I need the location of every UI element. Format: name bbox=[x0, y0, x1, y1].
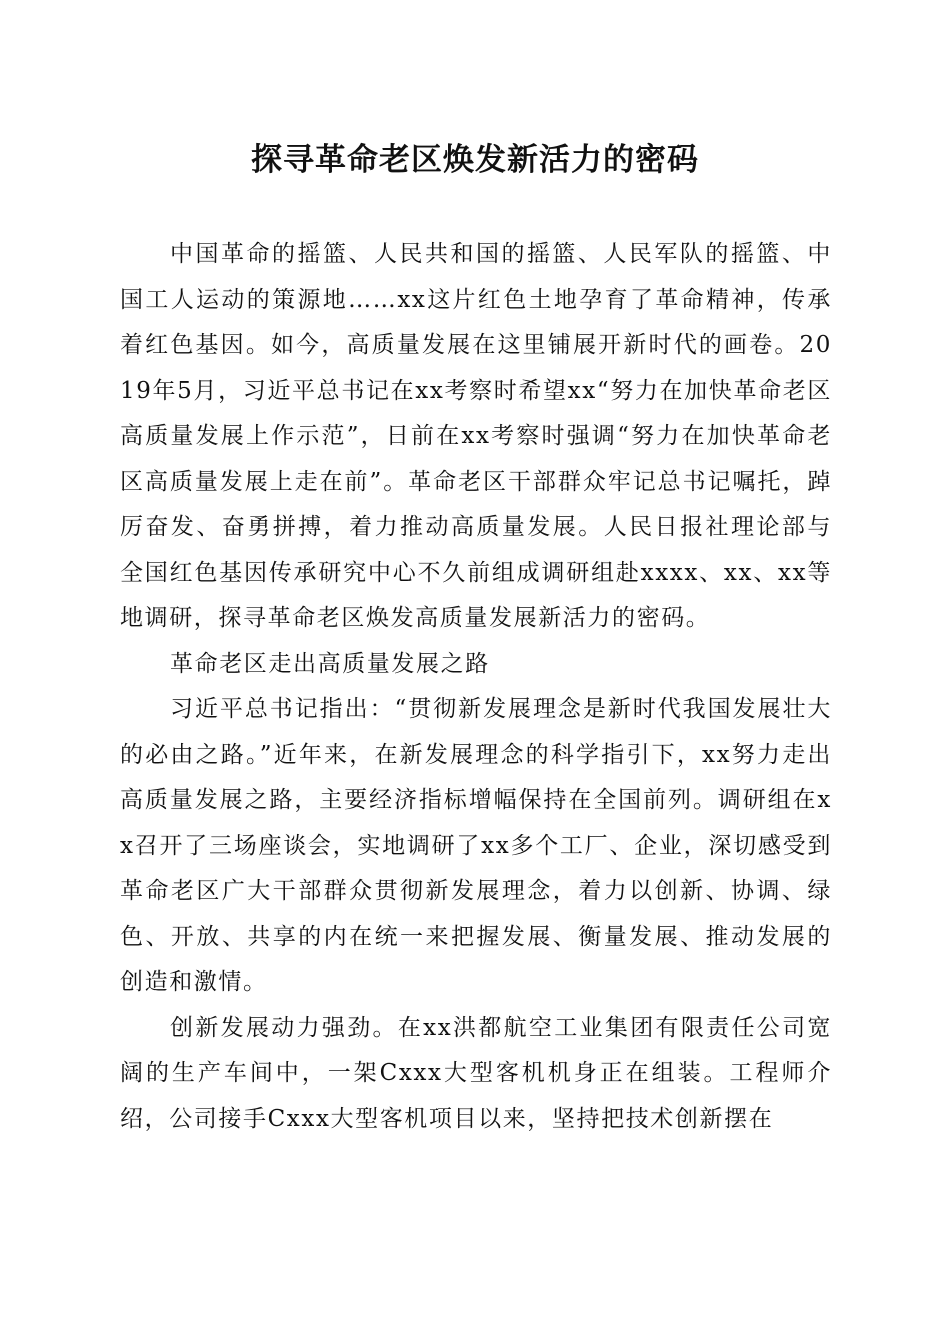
paragraph-intro: 中国革命的摇篮、人民共和国的摇篮、人民军队的摇篮、中国工人运动的策源地……xx这片红色土地孕育了革命精神，传承着红色基因。如今，高质量发展在这里铺展开新时代的画卷。2019年5月，习近平总书记在xx考察时希望xx“努力在加快革命老区高质量发展上作示范”，日前在xx考察时强调“努力在加快革命老区高质量发展上走在前”。革命老区干部群众牢记总书记嘱托，踔厉奋发、奋勇拼搏，着力推动高质量发展。人民日报社理论部与全国红色基因传承研究中心不久前组成调研组赴xxxx、xx、xx等地调研，探寻革命老区焕发高质量发展新活力的密码。 bbox=[120, 241, 832, 631]
document-body bbox=[120, 232, 832, 1142]
paragraph-innovation: 创新发展动力强劲。在xx洪都航空工业集团有限责任公司宽阔的生产车间中，一架Cxxx大型客机机身正在组装。工程师介绍，公司接手Cxxx大型客机项目以来，坚持把技术创新摆在 bbox=[120, 1014, 832, 1132]
section-heading: 革命老区走出高质量发展之路 bbox=[170, 650, 490, 677]
document-title: 探寻革命老区焕发新活力的密码 bbox=[251, 142, 699, 178]
paragraph-new-development: 习近平总书记指出：“贯彻新发展理念是新时代我国发展壮大的必由之路。”近年来，在新发展理念的科学指引下，xx努力走出高质量发展之路，主要经济指标增幅保持在全国前列。调研组在xx召开了三场座谈会，实地调研了xx多个工厂、企业，深切感受到革命老区广大干部群众贯彻新发展理念，着力以创新、协调、绿色、开放、共享的内在统一来把握发展、衡量发展、推动发展的创造和激情。 bbox=[120, 696, 832, 995]
